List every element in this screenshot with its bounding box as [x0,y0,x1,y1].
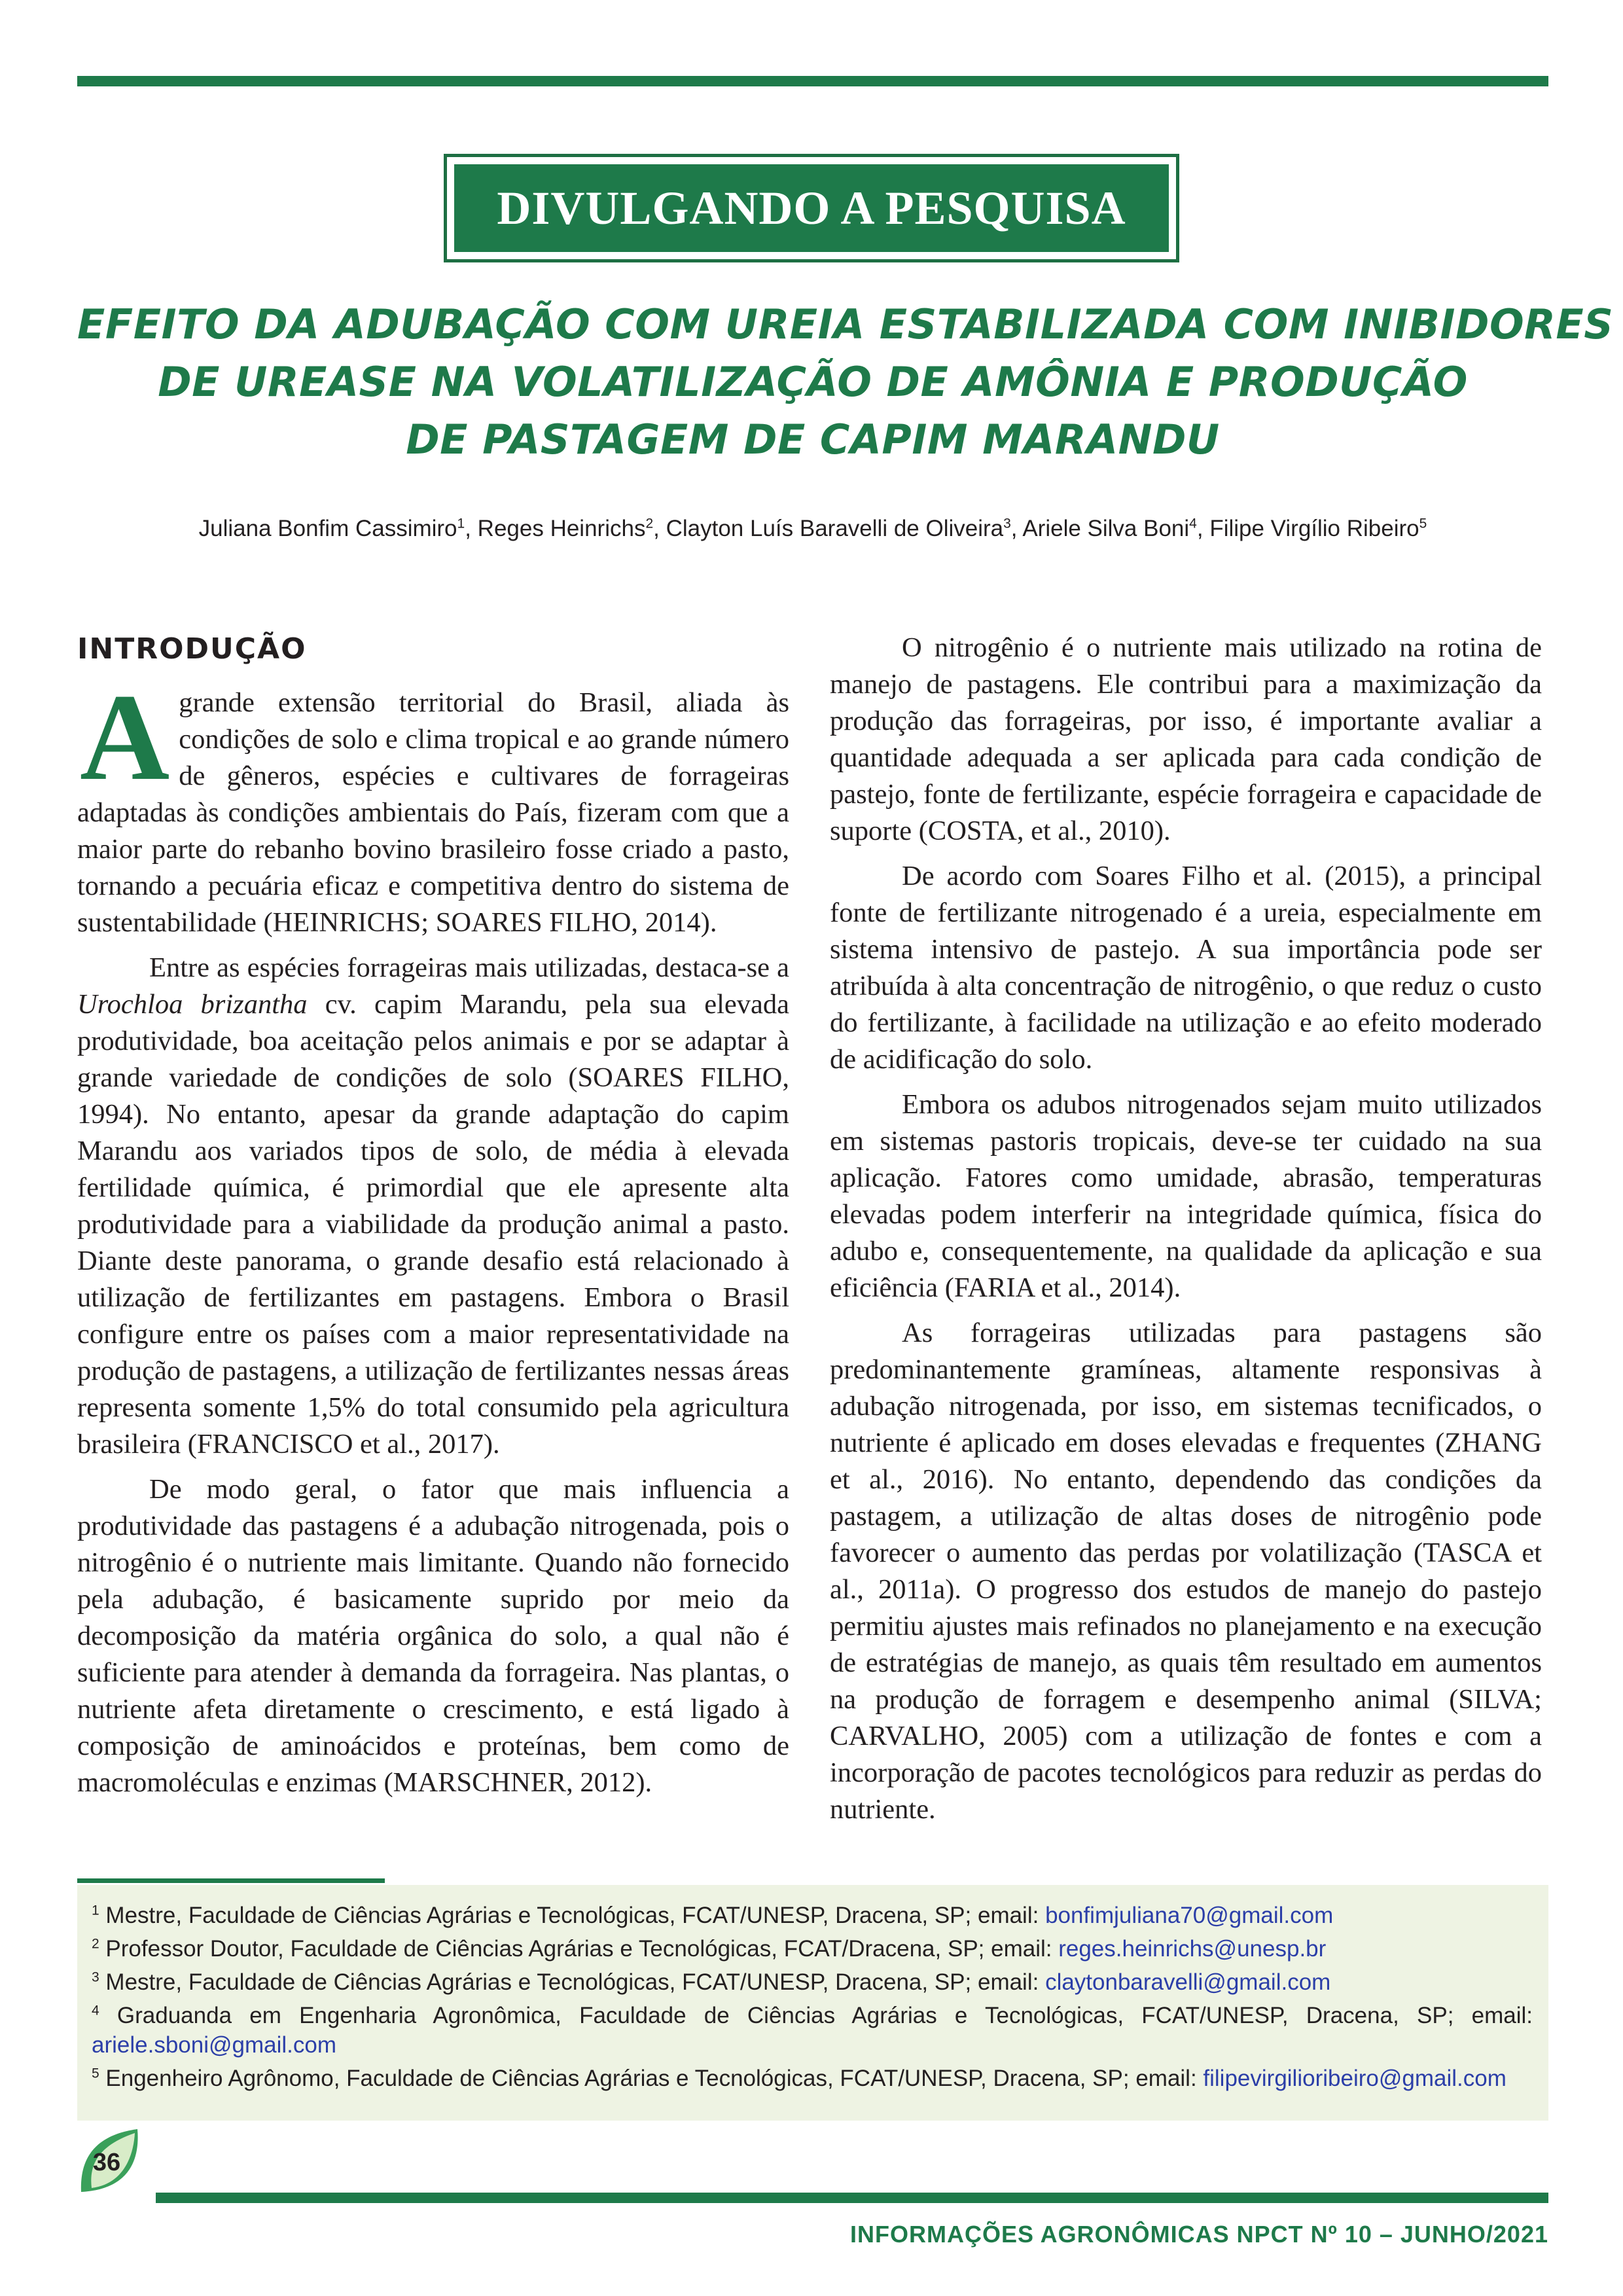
author-ref: 5 [1419,516,1427,531]
bottom-rule [156,2193,1548,2203]
author-separator: , [653,516,666,541]
email-link[interactable]: reges.heinrichs@unesp.br [1058,1936,1327,1962]
footnote [92,1934,1533,1964]
footnote-number: 1 [92,1903,99,1918]
title-line: EFEITO DA ADUBAÇÃO COM UREIA ESTABILIZADA COM INIBIDORES [77,300,1614,348]
author-separator: , [1010,516,1023,541]
footnote [92,2001,1533,2060]
author-ref: 1 [457,516,465,531]
intro-heading: INTRODUÇÃO [77,632,307,666]
footnote [92,2064,1533,2093]
footnote-number: 3 [92,1969,99,1985]
title-line: DE UREASE NA VOLATILIZAÇÃO DE AMÔNIA E PRODUÇÃO [158,358,1468,406]
left-column [77,630,789,1810]
author-separator: , [1196,516,1210,541]
author-list [77,516,1548,542]
email-link[interactable]: bonfimjuliana70@gmail.com [1045,1903,1334,1928]
footnote-text: Professor Doutor, Faculdade de Ciências Agrárias e Tecnológicas, FCAT/Dracena, SP; email: [99,1936,1059,1962]
author-name: Juliana Bonfim Cassimiro [198,516,457,541]
species-name: Urochloa brizantha [77,989,308,1020]
footnotes-box [77,1885,1548,2121]
footnote-number: 5 [92,2066,99,2081]
footnote-text: Mestre, Faculdade de Ciências Agrárias e Tecnológicas, FCAT/UNESP, Dracena, SP; email: [99,1903,1046,1928]
top-rule [77,76,1548,86]
author-name: Clayton Luís Baravelli de Oliveira [666,516,1004,541]
paragraph [77,669,789,941]
right-column [830,630,1542,1837]
paragraph-text: Entre as espécies forrageiras mais utilizadas, destaca-se a [149,952,789,983]
author-ref: 2 [645,516,654,531]
page-number: 36 [92,2149,121,2176]
section-banner [444,154,1179,262]
email-link[interactable]: ariele.sboni@gmail.com [92,2032,337,2058]
paragraph [77,950,789,1463]
author-ref: 4 [1189,516,1197,531]
footnote [92,1967,1533,1997]
paragraph-text: cv. capim Marandu, pela sua elevada produtividade, boa aceitação pelos animais e por se adaptar à grande variedade de condições de solo (SOARES FILHO, 1994). No entanto, apesar da grande adaptação do capim Marandu aos variados tipos de solo, de média à elevada fertilidade química, é primordial que ele apresente alta produtividade para a viabilidade da produção animal a pasto. Diante deste panorama, o grande desafio está relacionado à utilização de fertilizantes em pastagens. Embora o Brasil configure entre os países com a maior representatividade na produção de pastagens, a utilização de fertilizantes nessas áreas representa somente 1,5% do total consumido pela agricultura brasileira (FRANCISCO et al., 2017). [77,989,789,1460]
title-line: DE PASTAGEM DE CAPIM MARANDU [406,416,1220,463]
footnote-text: Engenheiro Agrônomo, Faculdade de Ciências Agrárias e Tecnológicas, FCAT/UNESP, Dracena, SP; email: [99,2066,1204,2091]
footnote-text: Mestre, Faculdade de Ciências Agrárias e Tecnológicas, FCAT/UNESP, Dracena, SP; email: [99,1969,1046,1995]
author-ref: 3 [1003,516,1011,531]
paragraph: De modo geral, o fator que mais influencia a produtividade das pastagens é a adubação nitrogenada, pois o nitrogênio é o nutriente mais limitante. Quando não fornecido pela adubação, é basicamente suprido por meio da decomposição da matéria orgânica do solo, a qual não é suficiente para atender à demanda da forrageira. Nas plantas, o nutriente afeta diretamente o crescimento, e está ligado à composição de aminoácidos e proteínas, bem como de macromoléculas e enzimas (MARSCHNER, 2012). [77,1474,789,1798]
footnote-rule [77,1878,385,1883]
paragraph: As forrageiras utilizadas para pastagens são predominantemente gramíneas, altamente responsivas à adubação nitrogenada, por isso, em sistemas tecnificados, o nutriente é aplicado em doses elevadas e frequentes (ZHANG et al., 2016). No entanto, dependendo das condições da pastagem, a utilização de altas doses de nitrogênio pode favorecer o aumento das perdas por volatilização (TASCA et al., 2011a). O progresso dos estudos de manejo do pastejo permitiu ajustes mais refinados no planejamento e na execução de estratégias de manejo, as quais têm resultado em aumentos na produção de forragem e desempenho animal (SILVA; CARVALHO, 2005) com a utilização de fontes e com a incorporação de pacotes tecnológicos para reduzir as perdas do nutriente. [830,1318,1542,1825]
author-name: Reges Heinrichs [477,516,646,541]
author-name: Ariele Silva Boni [1022,516,1190,541]
drop-cap: A [80,669,170,806]
journal-footer: INFORMAÇÕES AGRONÔMICAS NPCT Nº 10 – JUNHO/2021 [850,2221,1548,2248]
footnote-number: 4 [92,2003,99,2018]
email-link[interactable]: filipevirgilioribeiro@gmail.com [1203,2066,1507,2091]
author-name: Filipe Virgílio Ribeiro [1209,516,1419,541]
article-title [77,296,1614,469]
paragraph: O nitrogênio é o nutriente mais utilizado na rotina de manejo de pastagens. Ele contribui para a maximização da produção das forrageiras, por isso, é importante avaliar a quantidade adequada a ser aplicada para cada condição de pastejo, fonte de fertilizante, espécie forrageira e capacidade de suporte (COSTA, et al., 2010). [830,632,1542,846]
author-separator: , [465,516,478,541]
paragraph: De acordo com Soares Filho et al. (2015), a principal fonte de fertilizante nitrogenado é a ureia, especialmente em sistema intensivo de pastejo. A sua importância pode ser atribuída à alta concentração de nitrogênio, o que reduz o custo do fertilizante, à facilidade na utilização e ao efeito moderado de acidificação do solo. [830,861,1542,1075]
footnote [92,1901,1533,1930]
section-title: DIVULGANDO A PESQUISA [497,181,1126,234]
footnote-number: 2 [92,1936,99,1952]
paragraph-text: grande extensão territorial do Brasil, aliada às condições de solo e clima tropical e ao grande número de gêneros, espécies e cultivares de forrageiras adaptadas às condições ambientais do País, fizeram com que a maior parte do rebanho bovino brasileiro fosse criado a pasto, tornando a pecuária eficaz e competitiva dentro do sistema de sustentabilidade (HEINRICHS; SOARES FILHO, 2014). [77,687,789,938]
paragraph: Embora os adubos nitrogenados sejam muito utilizados em sistemas pastoris tropicais, deve-se ter cuidado na sua aplicação. Fatores como umidade, abrasão, temperaturas elevadas podem interferir na integridade química, física do adubo e, consequentemente, na qualidade da aplicação e sua eficiência (FARIA et al., 2014). [830,1089,1542,1303]
footnote-text: Graduanda em Engenharia Agronômica, Faculdade de Ciências Agrárias e Tecnológicas, FCAT/UNESP, Dracena, SP; email: [99,2003,1533,2028]
email-link[interactable]: claytonbaravelli@gmail.com [1045,1969,1331,1995]
section-banner-inner [454,164,1169,252]
